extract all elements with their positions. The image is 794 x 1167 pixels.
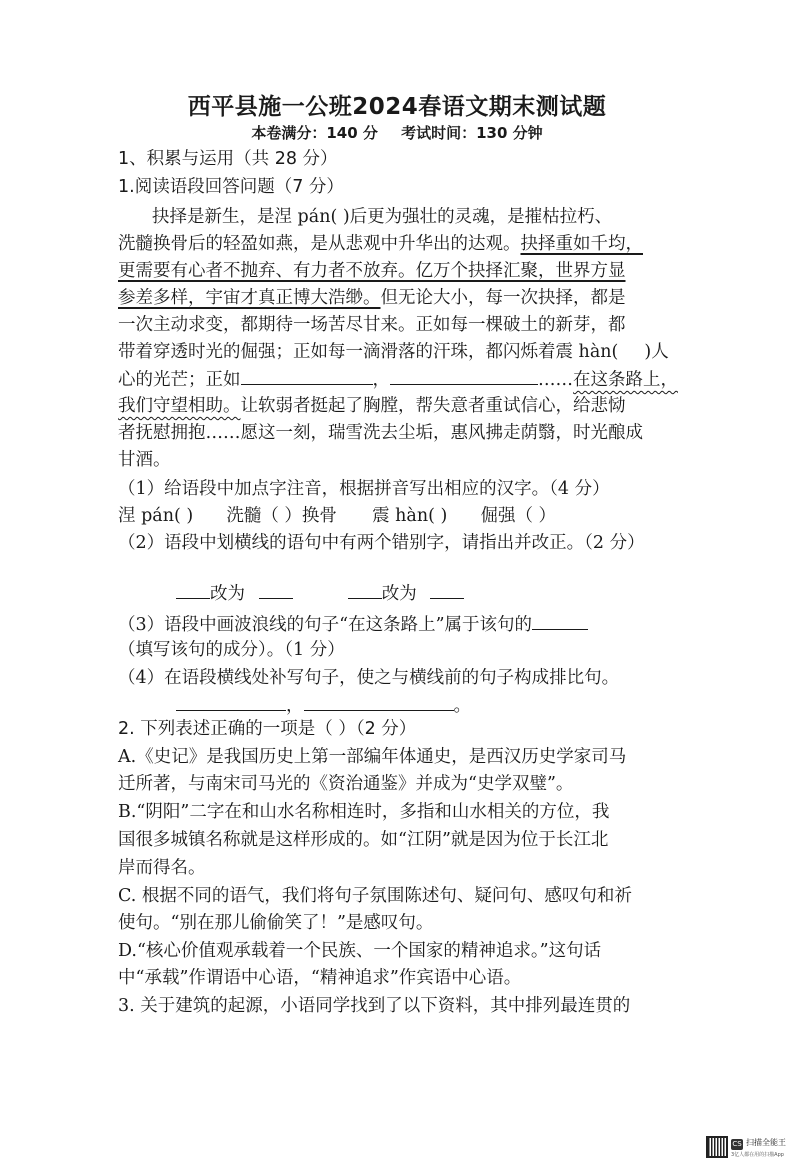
passage-text: …… xyxy=(538,370,573,390)
passage-text: )人 xyxy=(644,342,669,362)
wavy-underlined-phrase: 在这条路上， xyxy=(573,370,678,390)
correction-fill-row xyxy=(176,580,464,606)
subquestion-1: （1）给语段中加点字注音，根据拼音写出相应的汉字。（4 分） xyxy=(118,479,610,499)
passage-text: ， xyxy=(372,370,390,390)
answer-blank[interactable] xyxy=(241,366,373,385)
passage-text: 但无论大小，每一次抉择，都是 xyxy=(380,288,626,308)
answer-blank[interactable] xyxy=(176,580,210,599)
total-score: 本卷满分：140 分 xyxy=(251,124,378,142)
underlined-sentence: 抉择重如千均， xyxy=(520,234,643,254)
passage-line-10: 甘酒。 xyxy=(118,450,171,470)
subquestion-4: （4）在语段横线处补写句子，使之与横线前的句子构成排比句。 xyxy=(118,668,620,688)
option-d-line-2: 中“承载”作谓语中心语，“精神追求”作宾语中心语。 xyxy=(118,968,522,988)
fill-sep: ， xyxy=(286,696,304,716)
option-b-line-1: B.“阴阳”二字在和山水名称相连时，多指和山水相关的方位，我 xyxy=(118,802,610,822)
passage-text: 让软弱者挺起了胸膛，帮失意者重试信心，给悲恸 xyxy=(240,396,626,416)
passage-text: 心的光芒；正如 xyxy=(118,370,241,390)
option-b-line-3: 岸而得名。 xyxy=(118,858,206,878)
pinyin-item: 倔强（ ） xyxy=(480,506,557,526)
passage-line-1: 抉择是新生，是涅 pán( )后更为强壮的灵魂，是摧枯拉朽、 xyxy=(152,207,613,227)
question-3-line-1: 3. 关于建筑的起源，小语同学找到了以下资料，其中排列最连贯的 xyxy=(118,996,631,1016)
answer-blank[interactable] xyxy=(259,580,293,599)
exam-time: 考试时间：130 分钟 xyxy=(401,124,543,142)
exam-meta xyxy=(0,122,794,143)
pinyin-item: 涅 pán( ) xyxy=(118,506,194,526)
passage-line-2 xyxy=(118,231,643,257)
fill-end: 。 xyxy=(453,696,471,716)
pinyin-item: 洗髓（ ）换骨 xyxy=(226,506,337,526)
question-1-heading: 1.阅读语段回答问题（7 分） xyxy=(118,177,344,197)
passage-line-5: 一次主动求变，都期待一场苦尽甘来。正如每一棵破土的新芽，都 xyxy=(118,315,626,335)
option-b-line-2: 国很多城镇名称就是这样形成的。如“江阴”就是因为位于长江北 xyxy=(118,830,609,850)
answer-blank[interactable] xyxy=(304,692,454,711)
answer-blank[interactable] xyxy=(176,692,286,711)
scanner-tagline: 3亿人都在用的扫描App xyxy=(731,1152,784,1158)
option-d-line-1: D.“核心价值观承载着一个民族、一个国家的精神追求。”这句话 xyxy=(118,941,602,961)
passage-line-6 xyxy=(118,339,669,365)
subquestion-4-fill xyxy=(176,692,471,718)
subquestion-3 xyxy=(118,611,588,637)
wavy-underlined-phrase: 我们守望相助。 xyxy=(118,396,241,416)
option-a-line-2: 迁所著，与南宋司马光的《资治通鉴》并成为“史学双璧”。 xyxy=(118,774,574,794)
passage-text: 带着穿透时光的倔强；正如每一滴滑落的汗珠，都闪烁着震 hàn( xyxy=(118,342,619,362)
pinyin-item: 震 hàn( ) xyxy=(372,506,448,526)
answer-blank[interactable] xyxy=(430,580,464,599)
qr-code-icon xyxy=(706,1136,728,1158)
answer-blank[interactable] xyxy=(348,580,382,599)
fill-label: 改为 xyxy=(381,584,417,604)
section-heading: 1、积累与运用（共 28 分） xyxy=(118,149,338,169)
passage-line-4 xyxy=(118,285,626,311)
option-a-line-1: A.《史记》是我国历史上第一部编年体通史，是西汉历史学家司马 xyxy=(118,747,627,767)
passage-line-8 xyxy=(118,393,626,419)
subquestion-1-items xyxy=(118,503,556,529)
passage-text: 洗髓换骨后的轻盈如燕，是从悲观中升华出的达观。 xyxy=(118,234,521,254)
scanner-app-name: 扫描全能王 xyxy=(746,1138,786,1147)
subquestion-3-cont: （填写该句的成分）。（1 分） xyxy=(118,640,345,660)
option-c-line-1: C. 根据不同的语气，我们将句子氛围陈述句、疑问句、感叹句和祈 xyxy=(118,886,632,906)
answer-blank[interactable] xyxy=(390,366,538,385)
subquestion-2: （2）语段中划横线的语句中有两个错别字，请指出并改正。（2 分） xyxy=(118,533,645,553)
option-c-line-2: 使句。“别在那儿偷偷笑了！”是感叹句。 xyxy=(118,913,434,933)
underlined-sentence: 参差多样，宇宙才真正博大浩缈。 xyxy=(118,288,381,308)
answer-blank[interactable] xyxy=(532,611,588,630)
scanner-logo: CS xyxy=(732,1140,742,1148)
underlined-sentence: 更需要有心者不抛弃、有力者不放弃。亿万个抉择汇聚，世界方显 xyxy=(118,261,626,281)
passage-line-7 xyxy=(118,366,678,392)
passage-line-9: 者抚慰拥抱……愿这一刻，瑞雪洗去尘垢，惠风拂走荫翳，时光酿成 xyxy=(118,423,643,443)
exam-title: 西平县施一公班2024春语文期末测试题 xyxy=(187,94,607,120)
fill-label: 改为 xyxy=(210,584,245,604)
subquestion-3-text: （3）语段中画波浪线的句子“在这条路上”属于该句的 xyxy=(118,615,533,635)
question-2-heading: 2. 下列表述正确的一项是（ ）（2 分） xyxy=(118,719,417,739)
passage-line-3 xyxy=(118,258,626,284)
